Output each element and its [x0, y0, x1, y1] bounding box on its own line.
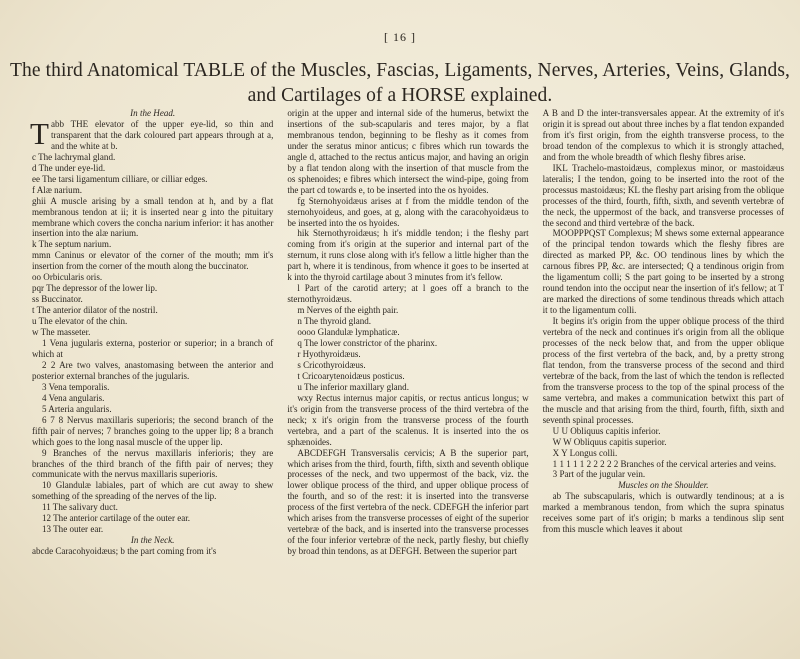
paragraph: abcde Caracohyoidæus; b the part coming from it's — [32, 546, 217, 557]
paragraph: ss Buccinator. — [32, 294, 83, 305]
page-title — [0, 58, 800, 108]
paragraph-text: abb THE elevator of the upper eye-lid, so thin and transparent that the dark coloured part appears through at a, and the white at b. — [50, 118, 274, 151]
paragraph: s Cricothyroidæus. — [297, 359, 366, 370]
title-line-2: and Cartilages of a HORSE explained. — [247, 85, 553, 106]
paragraph: 1 Vena jugularis externa, posterior or superior; in a branch of which at — [32, 338, 274, 359]
paragraph: 6 7 8 Nervus maxillaris superioris; the second branch of the fifth pair of nerves; 7 branches going to the upper lip; 8 a branch which goes to the long nasal muscle of the upper lip. — [32, 414, 274, 447]
paragraph: u The inferior maxillary gland. — [297, 381, 409, 392]
paragraph: oo Orbicularis oris. — [32, 272, 103, 283]
paragraph: 13 The outer ear. — [42, 524, 104, 535]
paragraph: u The elevator of the chin. — [32, 316, 128, 327]
text-columns — [32, 108, 784, 656]
paragraph: t Cricoarytenoidæus posticus. — [297, 370, 405, 381]
paragraph: ghii A muscle arising by a small tendon at h, and by a flat membranous tendon at ii; it is inserted near g into the pituitary membrane which covers the concha narium inferior: it has another insertion into the alæ narium. — [32, 195, 274, 239]
paragraph: 2 2 Are two valves, anastomasing between the anterior and posterior external branches of the jugularis. — [32, 359, 274, 381]
paragraph: oooo Glandulæ lymphaticæ. — [297, 327, 400, 338]
paragraph: W W Obliquus capitis superior. — [552, 436, 667, 447]
paragraph: wxy Rectus internus major capitis, or rectus anticus longus; w it's origin from the transverse process of the third vertebra of the neck; x it's origin from the transverse process of the fourth vertebra, and a part of the scalenus. It is inserted into the os sphænoides. — [287, 392, 529, 447]
page-number: [ 16 ] — [384, 30, 416, 44]
drop-cap: T — [30, 115, 49, 151]
paragraph: 3 Part of the jugular vein. — [552, 469, 646, 480]
paragraph: MOOPPPQST Complexus; M shews some external appearance of the principal tendon towards which the fleshy fibres are directed as marked PP, &c. OO tendinous lines by which the carnous fibres PP, &c. are intersected; Q a tendinous origin from the ligamentum colli; S the part going to be inserted by a strong round tendon into the occiput near the insertion of it's fellow; at T are marked the directions of some tendinous threads which attach it to the ligamentum colli. — [542, 228, 784, 316]
paragraph: fg Sternohyoidæus arises at f from the middle tendon of the sternohyoideus, and goes, at g, along with the caracohyoidæus to be inserted into the os hyoides. — [287, 195, 529, 228]
paragraph: pqr The depressor of the lower lip. — [32, 283, 158, 294]
paragraph: mmn Caninus or elevator of the corner of the mouth; mm it's insertion from the corner of the mouth along the buccinator. — [32, 250, 274, 272]
paragraph: hik Sternothyroidæus; h it's middle tendon; i the fleshy part coming from it's origin at the superior and internal part of the sternum, it runs close along with it's fellow a little higher than the part h, where it is tendinous, from whence it goes to be inserted at k into the thyroid cartilage about 3 minutes from it's fellow. — [287, 228, 529, 283]
paragraph — [30, 115, 274, 152]
paragraph: A B and D the inter-transversales appear. At the extremity of it's origin it is spread out about three inches by a flat tendon expanded from it's first origin, from the eighth transverse process, to the broad tendon of the complexus to which it is strongly attached, and from the whole breadth of which fleshy fibres arise. — [542, 108, 784, 162]
section-heading: Muscles on the Shoulder. — [618, 480, 709, 491]
paragraph: 4 Vena angularis. — [42, 392, 105, 403]
paragraph: IKL Trachelo-mastoidæus, complexus minor, or mastoidæus lateralis; I the tendon, going to be inserted into the root of the processus mastoidæus; KL the fleshy part arising from the oblique processes of the third, fourth, fifth, sixth, and seventh vertebræ of the neck, the uppermost of the back, and transverse processes of the second and third vertebræ of the back. — [542, 162, 784, 228]
paragraph: r Hyothyroidæus. — [297, 348, 361, 359]
paragraph: w The masseter. — [32, 327, 91, 338]
paragraph: 9 Branches of the nervus maxillaris inferioris; they are branches of the third branch of the fifth pair of nerves; they communicate with the nervus maxillaris superioris. — [32, 447, 274, 480]
paragraph: t The anterior dilator of the nostril. — [32, 305, 158, 316]
column-1 — [32, 108, 273, 656]
paragraph: origin at the upper and internal side of the humerus, betwixt the insertions of the sub-scapularis and teres major, by a flat membranous tendon, beginning to be fleshy as it comes from under the seratus minor anticus; c fibres which run towards the angle d, attached to the rectus anticus major, and having an origin by a flat tendon along with the insertion of that muscle from the os sphenoides; e fibres which intersect the wind-pipe, going from the part cd towards e, to be inserted into the os hyoides. — [287, 108, 529, 195]
paragraph: c The lachrymal gland. — [32, 151, 116, 162]
paragraph: ABCDEFGH Transversalis cervicis; A B the superior part, which arises from the third, fourth, fifth, sixth and seventh oblique processes of the neck, and two uppermost of the back, viz. the lower oblique process of the third, and upper oblique process of the fourth, and so of the rest: it is inserted into the transverse process of the first vertebra of the neck. CDEFGH the inferior part which arises from the transverse processes of eight of the superior vertebræ of the back, and is inserted into the transverse processes of the four inferior vertebræ of the neck, partly fleshy, but chiefly by broad thin tendons, as at DEFGH. Between the superior part — [287, 447, 529, 557]
title-line-1: The third Anatomical TABLE of the Muscles, Fascias, Ligaments, Nerves, Arteries, Veins, Glands, — [9, 60, 791, 81]
paragraph: 1 1 1 1 1 2 2 2 2 2 Branches of the cervical arteries and veins. — [552, 458, 776, 469]
column-3 — [543, 108, 784, 656]
paragraph: 5 Arteria angularis. — [42, 403, 112, 414]
paragraph: k The septum narium. — [32, 239, 112, 250]
paragraph: q The lower constrictor of the pharinx. — [297, 338, 438, 349]
paragraph: ab The subscapularis, which is outwardly tendinous; at a is marked a membranous tendon, from which the supra spinatus receives some part of it's origin; b marks a tendinous slip sent from this muscle which leaves it about — [542, 491, 784, 535]
paragraph: f Alæ narium. — [32, 184, 83, 195]
paragraph: 12 The anterior cartilage of the outer ear. — [42, 513, 191, 524]
paragraph: 11 The salivary duct. — [42, 502, 118, 513]
paragraph: It begins it's origin from the upper oblique process of the third vertebra of the neck and continues it's origin from all the oblique processes of the neck below that, and from the upper oblique process of the first vertebra of the back, and, by a pretty strong flat tendon, from the transverse process of the second and third vertebræ of the back, from the last of which the tendon is reflected from the transverse process to the top of the spinal process of the same vertebra, and makes a communication betwixt this part of the muscle and that arising from the third, fourth, fifth, sixth and seventh spinal processes. — [542, 316, 784, 425]
paragraph: n The thyroid gland. — [297, 316, 372, 327]
paragraph: ee The tarsi ligamentum cilliare, or cilliar edges. — [32, 173, 208, 184]
paragraph: X Y Longus colli. — [552, 447, 618, 458]
paragraph: 10 Glandulæ labiales, part of which are cut away to shew something of the spreading of the nerves of the lip. — [32, 480, 274, 502]
paragraph: l Part of the carotid artery; at l goes off a branch to the sternothyroidæus. — [287, 283, 529, 305]
paragraph: 3 Vena temporalis. — [42, 381, 110, 392]
paragraph: d The under eye-lid. — [32, 162, 106, 173]
section-heading: In the Neck. — [130, 535, 175, 546]
paragraph: m Nerves of the eighth pair. — [297, 305, 399, 316]
column-2 — [287, 108, 528, 656]
paragraph: U U Obliquus capitis inferior. — [552, 425, 661, 436]
section-heading: In the Head. — [130, 108, 176, 118]
